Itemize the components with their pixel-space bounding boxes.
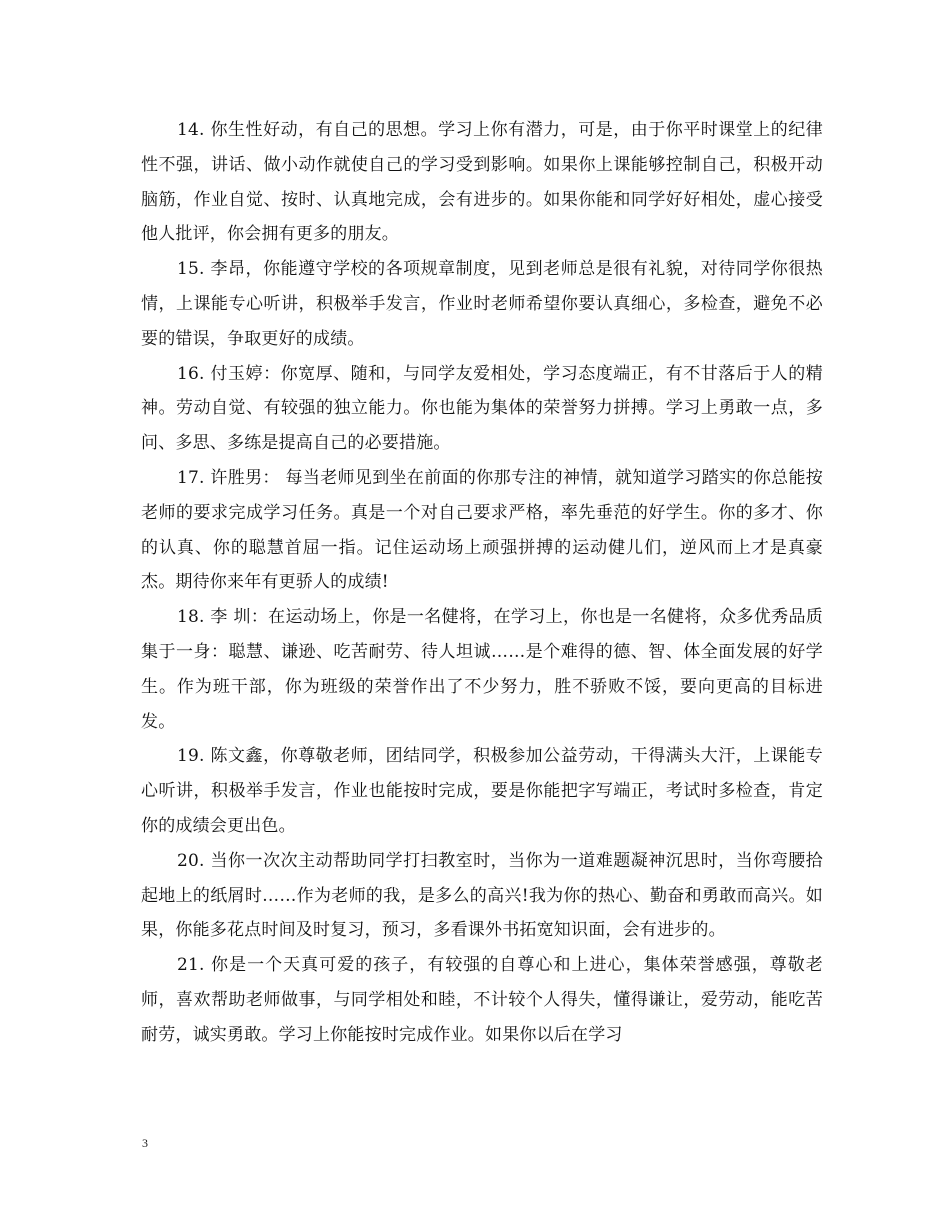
page-number: 3 bbox=[142, 1136, 148, 1150]
paragraph-18: 18. 李 圳：在运动场上，你是一名健将，在学习上，你也是一名健将，众多优秀品质集于一身：聪慧、谦逊、吃苦耐劳、待人坦诚……是个难得的德、智、体全面发展的好学生。作为班干部，你为班级的荣誉作出了不少努力，胜不骄败不馁，要向更高的目标进发。 bbox=[141, 607, 823, 732]
body-text bbox=[141, 113, 823, 1053]
paragraph-15: 15. 李昂，你能遵守学校的各项规章制度，见到老师总是很有礼貌，对待同学你很热情，上课能专心听讲，积极举手发言，作业时老师希望你要认真细心，多检查，避免不必要的错误，争取更好的成绩。 bbox=[141, 259, 823, 349]
paragraph-21: 21. 你是一个天真可爱的孩子，有较强的自尊心和上进心，集体荣誉感强，尊敬老师，喜欢帮助老师做事，与同学相处和睦，不计较个人得失，懂得谦让，爱劳动，能吃苦耐劳，诚实勇敢。学习上你能按时完成作业。如果你以后在学习 bbox=[141, 955, 823, 1045]
paragraph-14: 14. 你生性好动，有自己的思想。学习上你有潜力，可是，由于你平时课堂上的纪律性不强，讲话、做小动作就使自己的学习受到影响。如果你上课能够控制自己，积极开动脑筋，作业自觉、按时、认真地完成，会有进步的。如果你能和同学好好相处，虚心接受他人批评，你会拥有更多的朋友。 bbox=[141, 120, 823, 245]
paragraph-16: 16. 付玉婷：你宽厚、随和，与同学友爱相处，学习态度端正，有不甘落后于人的精神。劳动自觉、有较强的独立能力。你也能为集体的荣誉努力拼搏。学习上勇敢一点，多问、多思、多练是提高自己的必要措施。 bbox=[141, 363, 823, 454]
paragraph-19: 19. 陈文鑫，你尊敬老师，团结同学，积极参加公益劳动，干得满头大汗，上课能专心听讲，积极举手发言，作业也能按时完成，要是你能把字写端正，考试时多检查，肯定你的成绩会更出色。 bbox=[141, 746, 823, 836]
paragraph-17: 17. 许胜男： 每当老师见到坐在前面的你那专注的神情，就知道学习踏实的你总能按老师的要求完成学习任务。真是一个对自己要求严格，率先垂范的好学生。你的多才、你的认真、你的聪慧首屈一指。记住运动场上顽强拼搏的运动健儿们，逆风而上才是真豪杰。期待你来年有更骄人的成绩! bbox=[141, 467, 823, 593]
paragraph-20: 20. 当你一次次主动帮助同学打扫教室时，当你为一道难题凝神沉思时，当你弯腰拾起地上的纸屑时……作为老师的我，是多么的高兴!我为你的热心、勤奋和勇敢而高兴。如果，你能多花点时间及时复习，预习，多看课外书拓宽知识面，会有进步的。 bbox=[141, 850, 823, 941]
